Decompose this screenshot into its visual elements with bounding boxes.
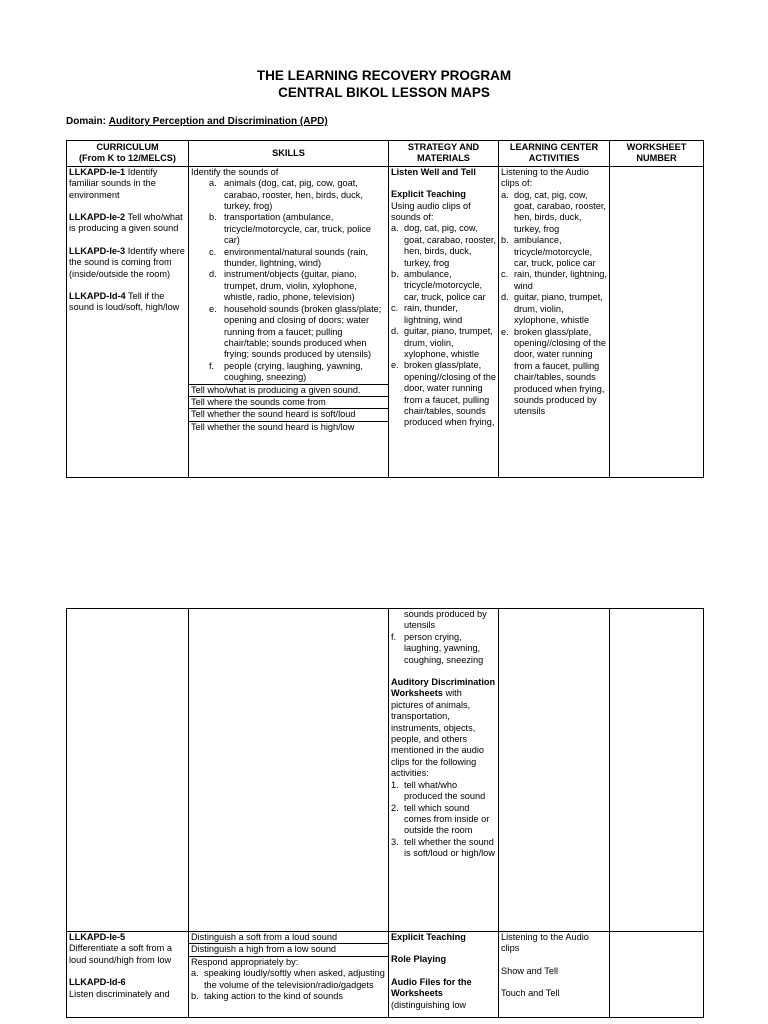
strategy-heading: Listen Well and Tell bbox=[391, 166, 476, 177]
list-item: d. instrument/objects (guitar, piano, trumpet, drum, violin, xylophone, whistle, radio, phone, television) bbox=[209, 269, 357, 303]
learning-center-intro: Listening to the Audio clips of: bbox=[501, 166, 589, 189]
learning-center-item: Listening to the Audio clips bbox=[501, 932, 589, 954]
lesson-map-table-1 bbox=[66, 140, 704, 478]
header-skills: SKILLS bbox=[189, 141, 389, 167]
header-worksheet: WORKSHEET NUMBER bbox=[610, 141, 704, 167]
lesson-map-table-2 bbox=[66, 608, 704, 1018]
curriculum-item: LLKAPD-Id-4 Tell if the sound is loud/soft, high/low bbox=[69, 291, 180, 313]
curriculum-item: LLKAPD-Ie-3 Identify where the sound is coming from (inside/outside the room) bbox=[69, 245, 185, 279]
table-row bbox=[67, 166, 704, 477]
skills-cell bbox=[189, 932, 389, 1018]
page-subtitle: CENTRAL BIKOL LESSON MAPS bbox=[278, 85, 490, 100]
learning-center-item: Touch and Tell bbox=[501, 988, 560, 999]
table-header-row bbox=[67, 141, 704, 167]
list-item: c. rain, thunder, lightning, wind bbox=[501, 269, 607, 291]
curriculum-item: LLKAPD-Ie-2 Tell who/what is producing a given sound bbox=[69, 212, 183, 234]
list-item: d. guitar, piano, trumpet, drum, violin, xylophone, whistle bbox=[391, 326, 493, 359]
learning-center-cell bbox=[499, 609, 610, 932]
skill-line: Tell whether the sound heard is soft/loud bbox=[189, 408, 388, 420]
skill-line: Tell where the sounds come from bbox=[189, 396, 388, 408]
learning-center-cell bbox=[499, 932, 610, 1018]
domain-value: Auditory Perception and Discrimination (APD) bbox=[108, 116, 328, 127]
skill-line: Distinguish a soft from a loud sound bbox=[191, 932, 338, 942]
strategy-intro: Using audio clips of sounds of: bbox=[391, 200, 471, 223]
skill-line: Respond appropriately by: bbox=[189, 956, 388, 968]
header-learning-center: LEARNING CENTER ACTIVITIES bbox=[499, 141, 610, 167]
list-item: b. taking action to the kind of sounds bbox=[191, 991, 343, 1002]
activity-list bbox=[391, 780, 496, 860]
strategy-subheading: Explicit Teaching bbox=[391, 189, 466, 200]
list-item: e. broken glass/plate, opening//closing of the door, water running from a faucet, pulling chair/tables, sounds produced when frying, bbox=[391, 360, 496, 428]
list-item: a. animals (dog, cat, pig, cow, goat, carabao, rooster, hen, birds, duck, turkey, frog) bbox=[209, 178, 363, 212]
skill-line: Tell who/what is producing a given sound. bbox=[189, 384, 388, 396]
strategy-item: Explicit Teaching bbox=[391, 932, 466, 942]
strategy-list bbox=[391, 632, 496, 666]
worksheet-cell bbox=[610, 932, 704, 1018]
skills-cell bbox=[189, 166, 389, 477]
learning-center-cell bbox=[499, 166, 610, 477]
list-item: b. transportation (ambulance, tricycle/motorcycle, car, truck, police car) bbox=[209, 212, 372, 246]
domain-label: Domain: bbox=[66, 116, 106, 127]
skills-intro: Identify the sounds of bbox=[191, 166, 279, 177]
list-item: a. dog, cat, pig, cow, goat, carabao, rooster, hen, birds, duck, turkey, frog bbox=[501, 189, 606, 234]
list-item: f. person crying, laughing, yawning, coughing, sneezing bbox=[391, 631, 484, 665]
list-item: e. household sounds (broken glass/plate; opening and closing of doors; water running from a faucet; pulling chair/table; sounds produced when frying; sounds produced by utensils) bbox=[209, 303, 382, 360]
domain-line bbox=[66, 116, 328, 127]
strategy-cell bbox=[389, 932, 499, 1018]
strategy-list bbox=[391, 223, 496, 428]
skills-list bbox=[191, 968, 386, 1002]
strategy-cell bbox=[389, 166, 499, 477]
curriculum-code: LLKAPD-Id-6 bbox=[69, 977, 126, 988]
header-strategy: STRATEGY AND MATERIALS bbox=[389, 141, 499, 167]
curriculum-cell bbox=[67, 166, 189, 477]
list-item: a. dog, cat, pig, cow, goat, carabao, rooster, hen, birds, duck, turkey, frog bbox=[391, 223, 496, 268]
skill-line: Tell whether the sound heard is high/low bbox=[189, 421, 388, 433]
curriculum-item: LLKAPD-Ie-1 Identify familiar sounds in the environment bbox=[69, 166, 158, 200]
curriculum-text: Differentiate a soft from a loud sound/high from low bbox=[69, 943, 172, 965]
list-item: b. ambulance, tricycle/motorcycle, car, truck, police car bbox=[501, 235, 596, 269]
list-item: f. people (crying, laughing, yawning, coughing, sneezing) bbox=[209, 360, 363, 383]
curriculum-code: LLKAPD-Ie-5 bbox=[69, 932, 126, 942]
worksheet-description: Auditory Discrimination Worksheets with pictures of animals, transportation, instruments, objects, people, and others mentioned in the audio clips for the following activities: bbox=[391, 677, 496, 779]
curriculum-text: Listen discriminately and bbox=[69, 988, 170, 999]
list-item: 2. tell which sound comes from inside or outside the room bbox=[391, 802, 490, 836]
curriculum-cell bbox=[67, 609, 189, 932]
table-row bbox=[67, 932, 704, 1018]
skills-list bbox=[191, 178, 386, 383]
list-item: 1. tell what/who produced the sound bbox=[391, 779, 486, 802]
curriculum-cell bbox=[67, 932, 189, 1018]
list-item: c. rain, thunder, lightning, wind bbox=[391, 303, 463, 325]
strategy-item: Audio Files for the Worksheets bbox=[391, 976, 472, 999]
learning-center-item: Show and Tell bbox=[501, 965, 559, 976]
list-item: c. environmental/natural sounds (rain, thunder, lightning, wind) bbox=[209, 246, 369, 269]
worksheet-cell bbox=[610, 609, 704, 932]
worksheet-cell bbox=[610, 166, 704, 477]
table-row bbox=[67, 609, 704, 932]
strategy-tail: (distinguishing low bbox=[391, 999, 467, 1010]
skill-line: Distinguish a high from a low sound bbox=[189, 943, 388, 955]
skills-cell bbox=[189, 609, 389, 932]
header-curriculum: CURRICULUM (From K to 12/MELCS) bbox=[67, 141, 189, 167]
list-item: a. speaking loudly/softly when asked, adjusting the volume of the television/radio/gadgets bbox=[191, 968, 385, 990]
strategy-continued: sounds produced by utensils bbox=[404, 609, 487, 631]
strategy-cell bbox=[389, 609, 499, 932]
list-item: e. broken glass/plate, opening//closing of the door, water running from a faucet, pulling chair/tables, sounds produced when frying, sounds produced by utensils bbox=[501, 326, 606, 417]
strategy-item: Role Playing bbox=[391, 954, 447, 965]
list-item: b. ambulance, tricycle/motorcycle, car, truck, police car bbox=[391, 269, 486, 302]
learning-center-list bbox=[501, 190, 607, 418]
list-item: 3. tell whether the sound is soft/loud or high/low bbox=[391, 836, 495, 859]
list-item: d. guitar, piano, trumpet, drum, violin, xylophone, whistle bbox=[501, 292, 603, 326]
page-title: THE LEARNING RECOVERY PROGRAM bbox=[256, 68, 512, 83]
